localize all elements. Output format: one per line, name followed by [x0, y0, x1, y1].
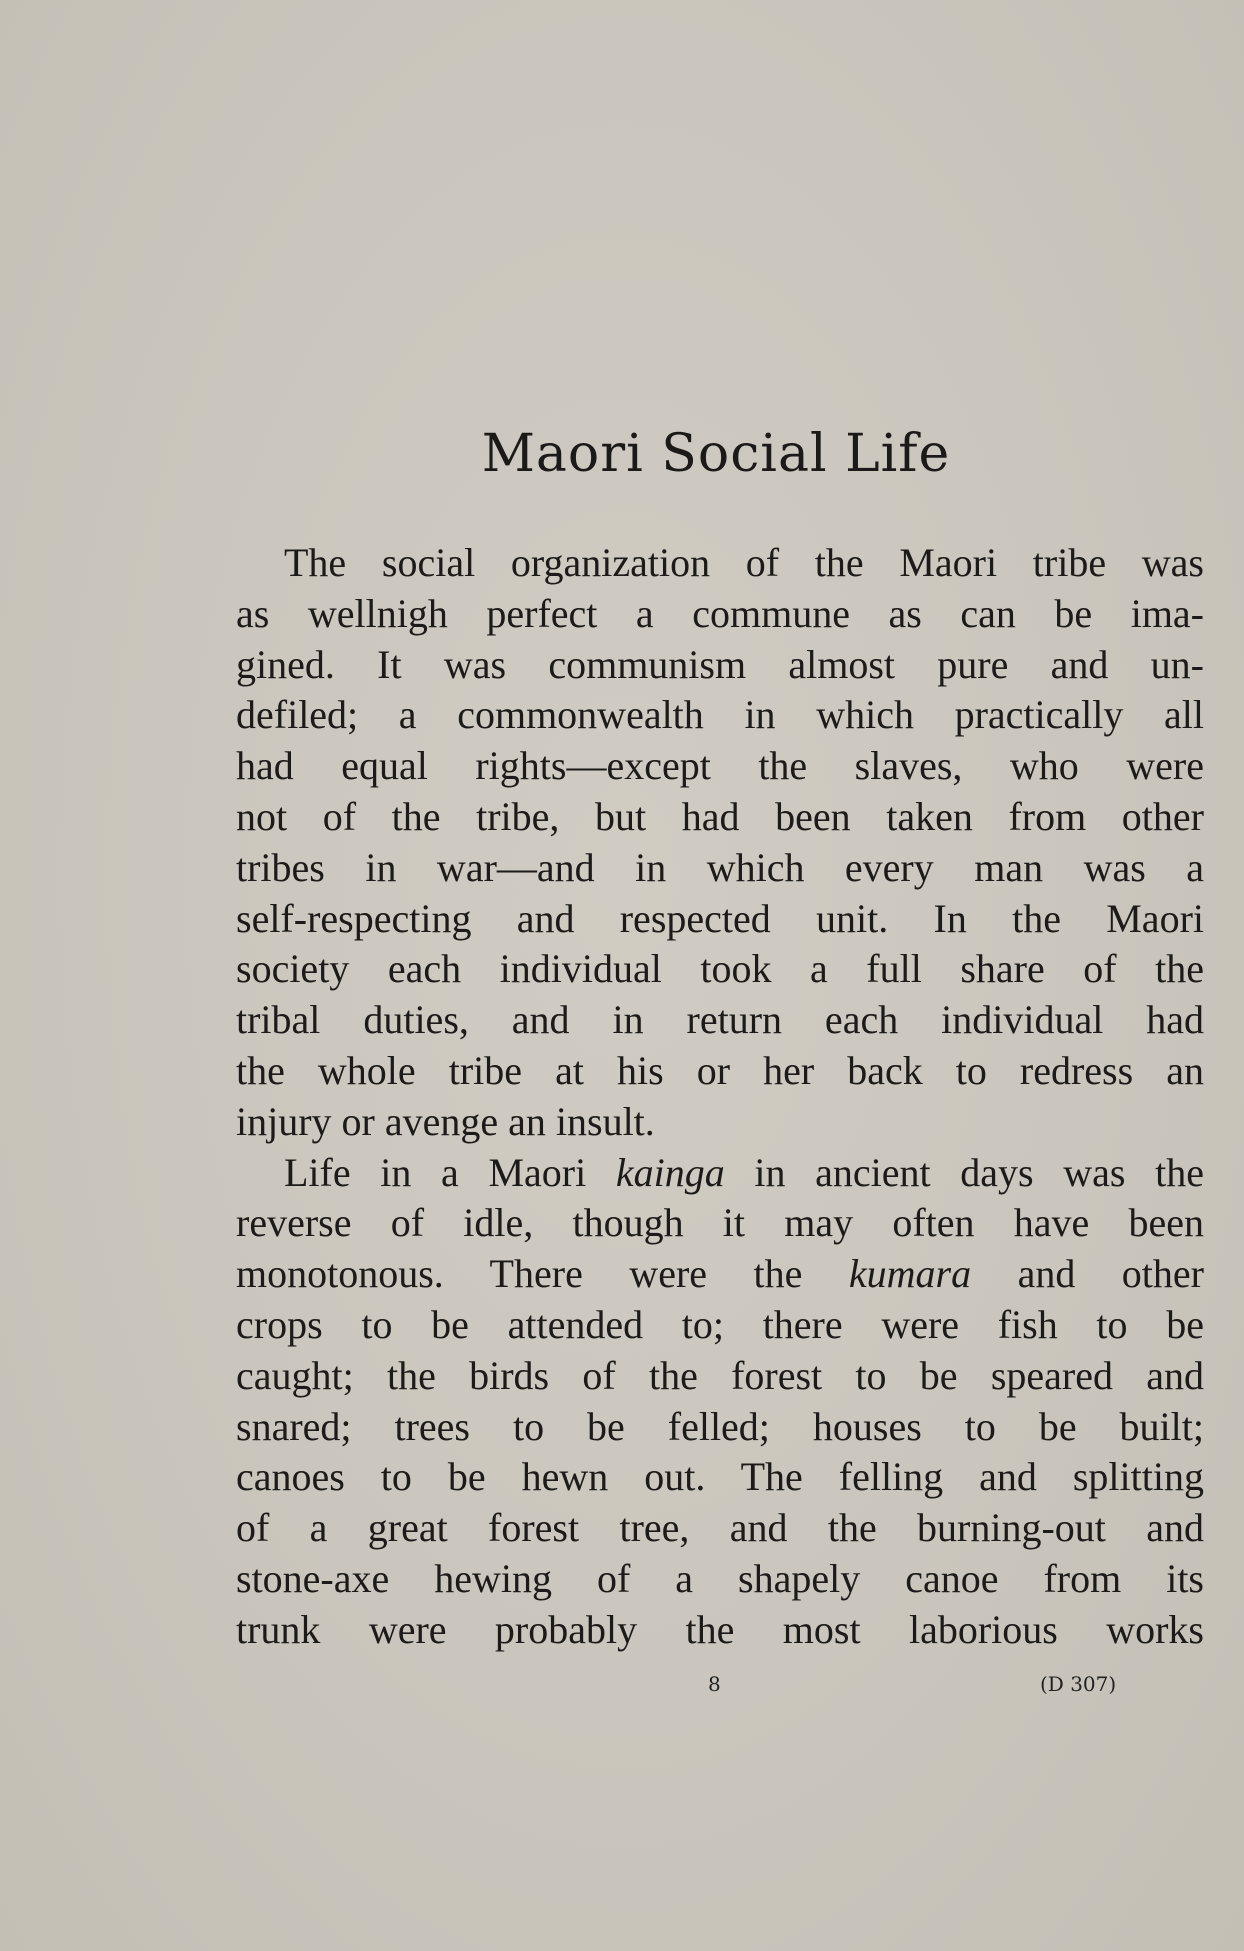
- text-line: [236, 1148, 1204, 1199]
- text-line: defiled; a commonwealth in which practically all: [236, 692, 1204, 738]
- text-line: crops to be attended to; there were fish to be: [236, 1301, 1204, 1347]
- text-line: the whole tribe at his or her back to redress an: [236, 1047, 1204, 1093]
- text-line: canoes to be hewn out. The felling and splitting: [236, 1454, 1204, 1500]
- text-line: caught; the birds of the forest to be speared and: [236, 1352, 1204, 1398]
- text-line: gined. It was communism almost pure and un-: [236, 641, 1204, 687]
- text-line: trunk were probably the most laborious works: [236, 1606, 1204, 1652]
- page-number: 8: [708, 1672, 721, 1696]
- text-run: Life in a Maori: [284, 1149, 616, 1195]
- text-line: as wellnigh perfect a commune as can be ima-: [236, 590, 1204, 636]
- text-line: society each individual took a full share of the: [236, 946, 1204, 992]
- text-line: tribal duties, and in return each individual had: [236, 997, 1204, 1043]
- italic-term: kainga: [615, 1149, 725, 1195]
- paragraph-1: [236, 538, 1204, 1148]
- text-line: snared; trees to be felled; houses to be built;: [236, 1403, 1204, 1449]
- text-line: self-respecting and respected unit. In the Maori: [236, 895, 1204, 941]
- printer-signature: (D 307): [1040, 1672, 1117, 1696]
- text-line: of a great forest tree, and the burning-out and: [236, 1505, 1204, 1551]
- text-run: and other: [971, 1251, 1204, 1297]
- paragraph-2: [236, 1148, 1204, 1656]
- chapter-title: Maori Social Life: [481, 424, 951, 484]
- text-line: not of the tribe, but had been taken from other: [236, 793, 1204, 839]
- text-line: reverse of idle, though it may often have been: [236, 1200, 1204, 1246]
- body-text: [236, 538, 1204, 1656]
- text-run: monotonous. There were the: [236, 1251, 849, 1297]
- text-line: stone-axe hewing of a shapely canoe from its: [236, 1555, 1204, 1601]
- text-line: injury or avenge an insult.: [236, 1098, 655, 1144]
- text-line: had equal rights—except the slaves, who were: [236, 743, 1204, 789]
- text-run: in ancient days was the: [724, 1149, 1204, 1195]
- text-line: The social organization of the Maori tribe was: [284, 540, 1204, 585]
- text-line: tribes in war—and in which every man was a: [236, 844, 1204, 890]
- italic-term: kumara: [848, 1251, 972, 1297]
- text-line: [236, 1249, 1204, 1300]
